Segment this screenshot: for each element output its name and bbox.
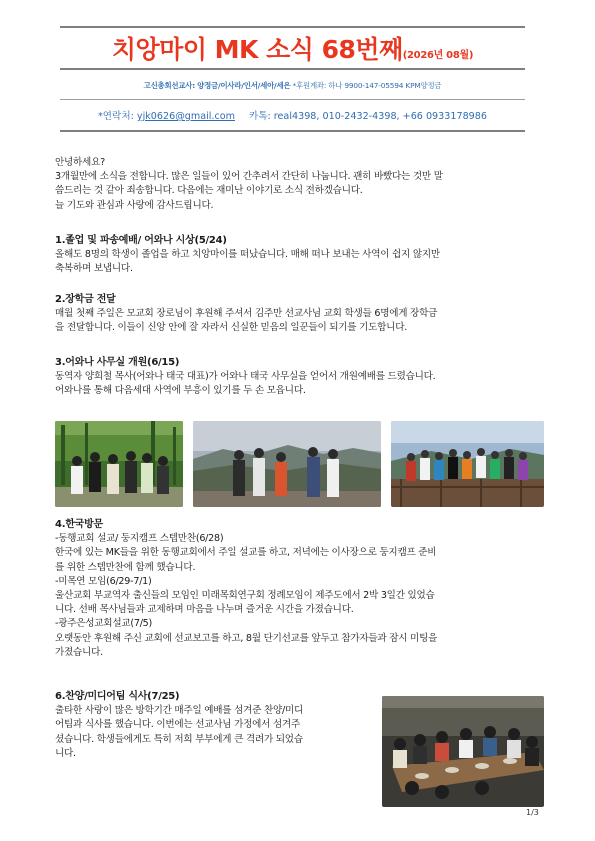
intro-line: 늘 기도와 관심과 사랑에 감사드립니다. [55,199,214,211]
section-scholarship [55,293,550,336]
page-number: 1/3 [526,808,539,817]
photo-team-dinner [382,696,544,807]
newsletter-title [60,30,525,66]
top-rule [60,26,525,28]
intro-line: 안녕하세요? [55,157,105,168]
section-line: 동역자 양희철 목사(어와나 태국 대표)가 어와나 태국 사무실을 얻어서 개원예배를 드렸습니다. [55,371,436,383]
photo-group-deck [391,421,544,507]
section-line: 축복하며 보냅니다. [55,263,133,275]
issue-date: (2026년 08월) [402,50,474,61]
intro-line: 씀드리는 것 같아 죄송합니다. 다음에는 재미난 이야기로 소식 전하겠습니다. [55,185,363,197]
section-line: 출타한 사랑이 많은 방학기간 매주일 예배를 섬겨준 찬양/미디 [55,705,304,717]
staff-label: 고신총회선교사: [143,81,195,90]
section-graduation [55,234,550,277]
kakao-contact: 카톡: real4398, 010-2432-4398, +66 0933178986 [248,111,487,122]
email-link[interactable]: yjk0626@gmail.com [136,111,235,122]
staff-line [60,80,525,91]
section-worship-team-meal [55,690,375,761]
section-heading: 3.어와나 사무실 개원(6/15) [55,357,180,368]
section-line: 올해도 8명의 학생이 졸업을 하고 치앙마이를 떠났습니다. 매해 떠나 보내는 사역이 쉽지 않지만 [55,249,440,261]
section-line: 셨습니다. 학생들에게도 특히 저희 부부에게 큰 격려가 되었습 [55,733,303,745]
intro-paragraph [55,156,550,213]
section-heading: 6.찬양/미디어팀 식사(7/25) [55,691,180,702]
contact-line [60,108,525,122]
section-line: 가졌습니다. [55,646,103,658]
title-under-rule [60,68,525,70]
section-korea-visit [55,518,550,660]
section-line: 오랫동안 후원해 주신 교회에 선교보고를 하고, 8월 단기선교를 앞두고 참가자들과 잠시 미팅을 [55,632,438,644]
staff-names: 양정금/이사라/인서/세아/세은 [197,81,291,90]
intro-line: 3개월만에 소식을 전합니다. 많은 일들이 있어 간추려서 간단히 나눕니다. 괜히 바빴다는 것만 말 [55,171,443,183]
section-line: 니다. [55,747,76,759]
contact-label: *연락처: [97,111,134,122]
section-line: -미목연 모임(6/29-7/1) [55,575,152,587]
mid-rule [60,99,525,100]
section-line: 를 위한 스텝만찬에 함께 했습니다. [55,561,196,573]
section-line: -광주은성교회설교(7/5) [55,618,153,630]
section-line: 울산교회 부교역자 출신들의 모임인 미래목회연구회 정례모임이 제주도에서 2박 3일간 있었습 [55,590,435,602]
section-heading: 2.장학금 전달 [55,294,116,305]
header-bottom-rule [60,130,525,132]
support-account: *후원계좌: 하나 9900-147-05594 KPM양정금 [292,81,442,90]
section-line: -동행교회 설교/ 둥지캠프 스텝만찬(6/28) [55,533,224,545]
photo-forest-group [55,421,183,507]
section-line: 어팀과 식사를 했습니다. 이번에는 선교사님 가정에서 섬겨주 [55,719,301,731]
section-line: 한국에 있는 MK들을 위한 동행교회에서 주일 설교를 하고, 저녁에는 이사장으로 둥지캠프 준비 [55,547,437,559]
section-line: 어와나를 통해 다음세대 사역에 부흥이 있기를 두 손 모읍니다. [55,385,306,397]
section-line: 니다. 선배 목사님들과 교제하며 마음을 나누며 즐거운 시간을 가졌습니다. [55,604,354,616]
section-heading: 1.졸업 및 파송예배/ 어와나 시상(5/24) [55,235,227,246]
section-awana-office [55,356,550,399]
section-line: 을 전달합니다. 이들이 신앙 안에 잘 자라서 신실한 믿음의 일꾼들이 되기를 기도합니다. [55,322,408,334]
section-heading: 4.한국방문 [55,519,103,530]
photo-mountain-viewpoint [193,421,381,507]
title-text: 치앙마이 MK 소식 68번째 [111,35,403,64]
section-line: 매월 첫째 주일은 모교회 장로님이 후원해 주셔서 김주만 선교사님 교회 학생들 6명에게 장학금 [55,308,438,320]
